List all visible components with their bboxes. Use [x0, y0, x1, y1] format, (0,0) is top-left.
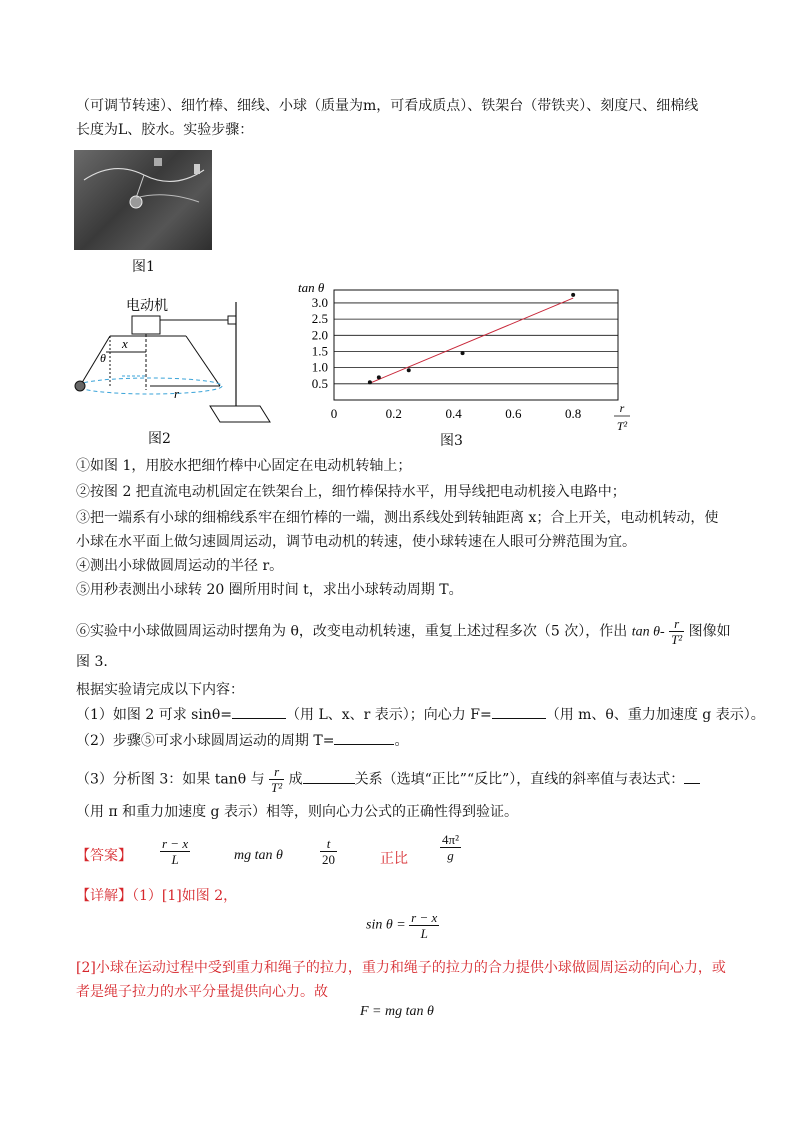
x-tick-label: 0.4 — [445, 406, 462, 421]
step-4: ④测出小球做圆周运动的半径 r。 — [76, 558, 284, 574]
string-right — [186, 336, 220, 386]
x-tick-label: 0.6 — [505, 406, 522, 421]
blank-1-2[interactable] — [492, 704, 546, 719]
blank-2-1[interactable] — [334, 730, 394, 745]
step-3b: 小球在水平面上做匀速圆周运动，调节电动机的转速，使小球转速在人眼可分辨范围为宜。 — [76, 534, 636, 550]
answer-2: mg tan θ — [234, 848, 283, 863]
detail-line-2b: 者是绳子拉力的水平分量提供向心力。故 — [76, 984, 328, 1000]
answer-4: 正比 — [380, 851, 408, 867]
detail-line-1: 【详解】（1）[1]如图 2， — [76, 888, 238, 904]
questions-intro: 根据实验请完成以下内容： — [76, 682, 244, 698]
figure-3-chart — [292, 276, 642, 444]
figure-3-caption: 图3 — [440, 433, 463, 449]
motor-label: 电动机 — [126, 297, 168, 313]
question-3-cont: （用 π 和重力加速度 g 表示）相等，则向心力公式的正确性得到验证。 — [76, 804, 518, 820]
answer-3: $\frac{t}{20}$ — [322, 836, 335, 867]
y-tick-label: 0.5 — [311, 375, 328, 391]
data-point — [377, 375, 381, 379]
data-point — [407, 368, 411, 372]
step-6-fraction: $\frac{r}{\text{T²}}$ — [671, 616, 683, 647]
data-point — [461, 351, 465, 355]
intro-line-2: 长度为L、胶水。实验步骤： — [76, 122, 254, 138]
theta-label: θ — [100, 351, 106, 365]
step-5: ⑤用秒表测出小球转 20 圈所用时间 t，求出小球转动周期 T。 — [76, 582, 463, 598]
x-tick-label: 0.8 — [565, 406, 582, 421]
ball — [75, 381, 85, 391]
figure-1-caption: 图1 — [132, 259, 155, 275]
clamp — [228, 316, 236, 324]
step-6-text: ⑥实验中小球做圆周运动时摆角为 θ，改变电动机转速，重复上述过程多次（5 次），作出 — [76, 623, 628, 640]
detail-line-2a: [2]小球在运动过程中受到重力和绳子的拉力，重力和绳子的拉力的合力提供小球做圆周运动的向心力，或 — [76, 960, 726, 976]
y-tick-label: 1.0 — [311, 359, 328, 375]
photo-content — [74, 150, 212, 250]
x-axis-label-den: T² — [616, 419, 628, 433]
y-tick-label: 2.0 — [311, 327, 328, 343]
question-1: （1）如图 2 可求 sinθ= （用 L、x、r 表示）；向心力 F= （用 m、θ、重力加速度 g 表示）。 — [76, 704, 765, 725]
r-label: r — [174, 386, 180, 401]
step-6-math: tan θ- — [631, 624, 665, 640]
detail-eq-2: F = mg tan θ — [360, 1004, 434, 1019]
step-6-text-end: 图像如 — [688, 623, 731, 640]
x-tick-label: 0.2 — [385, 406, 402, 421]
question-3-fraction: $\frac{r}{\text{T²}}$ — [271, 764, 283, 795]
stand-base — [210, 406, 270, 422]
question-3: （3）分析图 3：如果 tanθ 与 $\frac{r}{\text{T²}}$ 成 关系（选填“正比”“反比”），直线的斜率值与表达式： — [76, 764, 700, 795]
y-axis-label: tan θ — [298, 280, 325, 295]
answer-1: $\frac{r - x}{L}$ — [162, 836, 189, 867]
motor-box — [132, 316, 160, 334]
figure-2-caption: 图2 — [148, 431, 171, 447]
blank-1-1[interactable] — [232, 704, 286, 719]
answer-label: 【答案】 — [76, 848, 132, 864]
step-1: ①如图 1，用胶水把细竹棒中心固定在电动机转轴上； — [76, 458, 412, 474]
data-point — [571, 293, 575, 297]
question-2: （2）步骤⑤可求小球圆周运动的周期 T= 。 — [76, 730, 408, 751]
y-tick-label: 3.0 — [311, 294, 328, 310]
figure-1-photo — [74, 150, 212, 250]
blank-3-1[interactable] — [303, 769, 355, 784]
intro-line-1: （可调节转速）、细竹棒、细线、小球（质量为m，可看成质点）、铁架台（带铁夹）、刻度尺、细棉线 — [76, 98, 699, 114]
detail-eq-1: sin θ = $\frac{r - x}{L}$ — [366, 910, 438, 941]
y-tick-label: 1.5 — [311, 343, 328, 359]
data-point — [368, 380, 372, 384]
step-3a: ③把一端系有小球的细棉线系牢在细竹棒的一端，测出系线处到转轴距离 x；合上开关，电动机转动，使 — [76, 510, 719, 526]
step-6c: 图 3. — [76, 654, 108, 670]
answer-5: $\frac{\text{4π²}}{g}$ — [442, 832, 459, 863]
blank-3-2[interactable] — [684, 769, 700, 784]
figure-2-diagram — [70, 290, 280, 430]
step-6a — [76, 616, 731, 647]
x-axis-label-num: r — [619, 401, 625, 415]
x-tick-label: 0 — [330, 406, 338, 421]
fit-line — [370, 298, 573, 383]
x-label: x — [122, 336, 128, 351]
y-tick-label: 2.5 — [311, 311, 328, 327]
step-2: ②按图 2 把直流电动机固定在铁架台上，细竹棒保持水平，用导线把电动机接入电路中； — [76, 484, 626, 500]
